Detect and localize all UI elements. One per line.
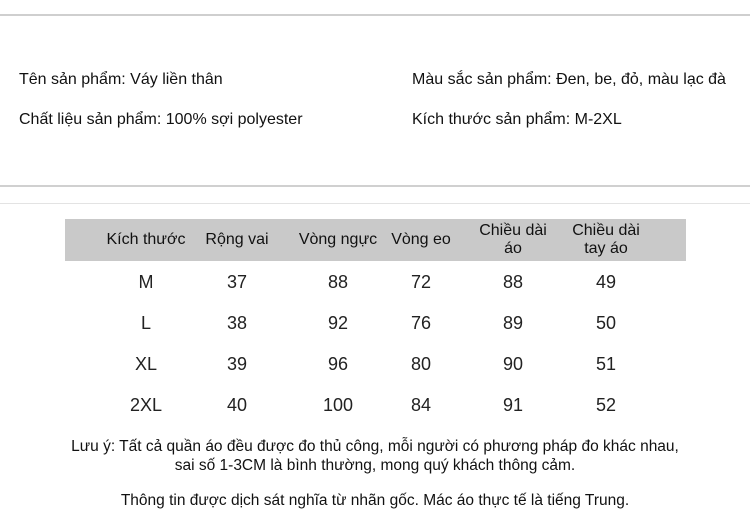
table-cell: 49 [595,271,617,292]
table-cell: 76 [410,312,432,333]
note-line-2: sai số 1-3CM là bình thường, mong quý khách thông cảm. [174,457,576,474]
table-cell: L [140,312,151,333]
product-material: Chất liệu sản phẩm: 100% sợi polyester [19,111,303,128]
table-cell: 38 [226,312,248,333]
table-cell: 91 [502,394,524,415]
table-cell: 89 [502,312,524,333]
translation-note: Thông tin được dịch sát nghĩa từ nhãn gốc. Mác áo thực tế là tiếng Trung. [120,492,630,509]
table-cell: 88 [502,271,524,292]
measurement-note [0,437,750,475]
table-cell: 90 [502,353,524,374]
table-row [65,302,686,343]
table-cell: 84 [410,394,432,415]
table-cell: XL [134,353,158,374]
section-divider [0,185,750,187]
product-name: Tên sản phẩm: Váy liền thân [19,71,223,88]
table-cell: 88 [327,271,349,292]
table-cell: 37 [226,271,248,292]
table-cell: M [138,271,154,292]
size-table [65,219,686,425]
header-size: Kích thước [106,231,186,248]
table-cell: 72 [410,271,432,292]
table-cell: 40 [226,394,248,415]
header-shoulder: Rộng vai [205,231,269,248]
header-chest: Vòng ngực [298,231,378,248]
header-waist: Vòng eo [391,231,451,248]
table-cell: 96 [327,353,349,374]
table-cell: 52 [595,394,617,415]
table-cell: 39 [226,353,248,374]
table-cell: 2XL [129,394,163,415]
product-color: Màu sắc sản phẩm: Đen, be, đỏ, màu lạc đà [412,71,726,88]
table-row [65,343,686,384]
table-cell: 50 [595,312,617,333]
note-line-1: Lưu ý: Tất cả quần áo đều được đo thủ công, mỗi người có phương pháp đo khác nhau, [71,438,679,455]
table-cell: 80 [410,353,432,374]
table-cell: 92 [327,312,349,333]
header-length: Chiều dài áo [479,222,547,257]
section-divider-thin [0,203,750,204]
table-row [65,261,686,302]
top-divider [0,14,750,16]
product-size: Kích thước sản phẩm: M-2XL [412,111,622,128]
table-row [65,384,686,425]
size-table-header [65,219,686,261]
table-cell: 100 [322,394,354,415]
table-cell: 51 [595,353,617,374]
header-sleeve: Chiều dài tay áo [572,222,640,257]
